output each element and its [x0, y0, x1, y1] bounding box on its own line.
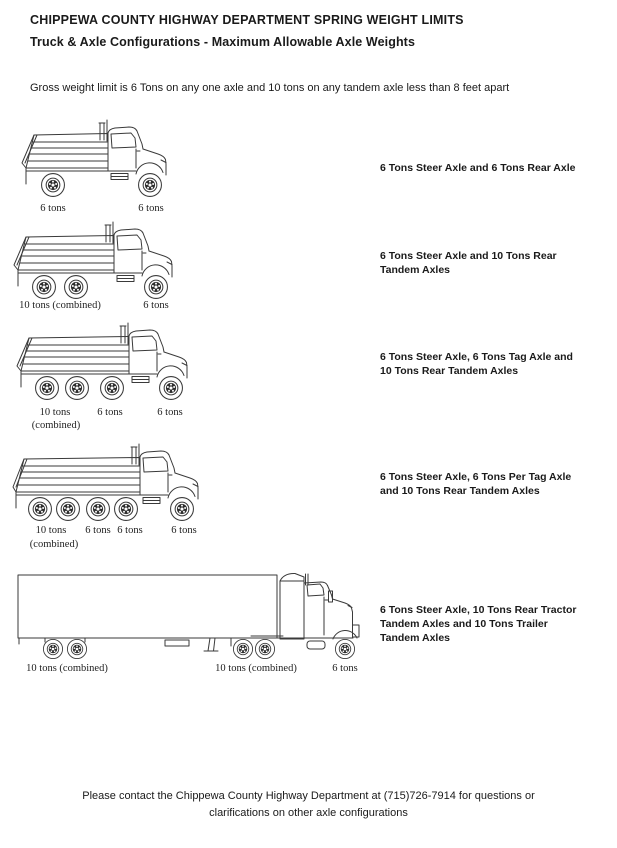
- axle-weight-label: 6 tons: [85, 525, 111, 536]
- axle-config-description: 6 Tons Steer Axle, 10 Tons Rear Tractor Tandem Axles and 10 Tons Trailer Tandem Axles: [380, 604, 577, 644]
- axle-config-description: 6 Tons Steer Axle, 6 Tons Tag Axle and 10 Tons Rear Tandem Axles: [380, 351, 573, 377]
- page-title: CHIPPEWA COUNTY HIGHWAY DEPARTMENT SPRING WEIGHT LIMITS: [30, 13, 464, 27]
- truck-illustration-2-axle: [15, 118, 185, 202]
- axle-weight-label: 6 tons: [157, 407, 183, 418]
- axle-weight-label: (combined): [31, 420, 81, 431]
- truck-illustration-tandem-tag: [15, 321, 200, 405]
- axle-weight-label: 6 tons: [117, 525, 143, 536]
- axle-weight-label: 10 tons (combined): [19, 300, 101, 311]
- axle-weight-label: 6 tons: [97, 407, 123, 418]
- axle-config-description: 6 Tons Steer Axle and 10 Tons Rear Tandem Axles: [380, 250, 557, 276]
- axle-config-description: 6 Tons Steer Axle, 6 Tons Per Tag Axle and 10 Tons Rear Tandem Axles: [380, 471, 572, 497]
- axle-weight-label: 10 tons (combined): [215, 663, 297, 674]
- axle-weight-label: 6 tons: [143, 300, 169, 311]
- axle-weight-label: 6 tons: [171, 525, 197, 536]
- footer-contact: [0, 788, 617, 822]
- footer-line-2: clarifications on other axle configurations: [209, 807, 408, 819]
- axle-weight-label: 10 tons: [35, 525, 67, 536]
- footer-line-1: Please contact the Chippewa County Highway Department at (715)726-7914 for questions or: [82, 790, 535, 802]
- axle-weight-label: 10 tons (combined): [26, 663, 108, 674]
- truck-illustration-tandem-two-tags: [12, 442, 212, 526]
- page-subtitle: Truck & Axle Configurations - Maximum Allowable Axle Weights: [30, 35, 415, 49]
- axle-weight-label: (combined): [29, 539, 79, 550]
- truck-illustration-tandem: [12, 220, 187, 304]
- truck-illustration-semi-trailer: [15, 567, 365, 662]
- axle-weight-label: 6 tons: [332, 663, 358, 674]
- axle-weight-label: 6 tons: [40, 203, 66, 214]
- axle-config-description: 6 Tons Steer Axle and 6 Tons Rear Axle: [380, 162, 576, 174]
- axle-weight-label: 6 tons: [138, 203, 164, 214]
- axle-weight-label: 10 tons: [39, 407, 71, 418]
- intro-text: Gross weight limit is 6 Tons on any one axle and 10 tons on any tandem axle less than 8 feet apart: [30, 82, 510, 94]
